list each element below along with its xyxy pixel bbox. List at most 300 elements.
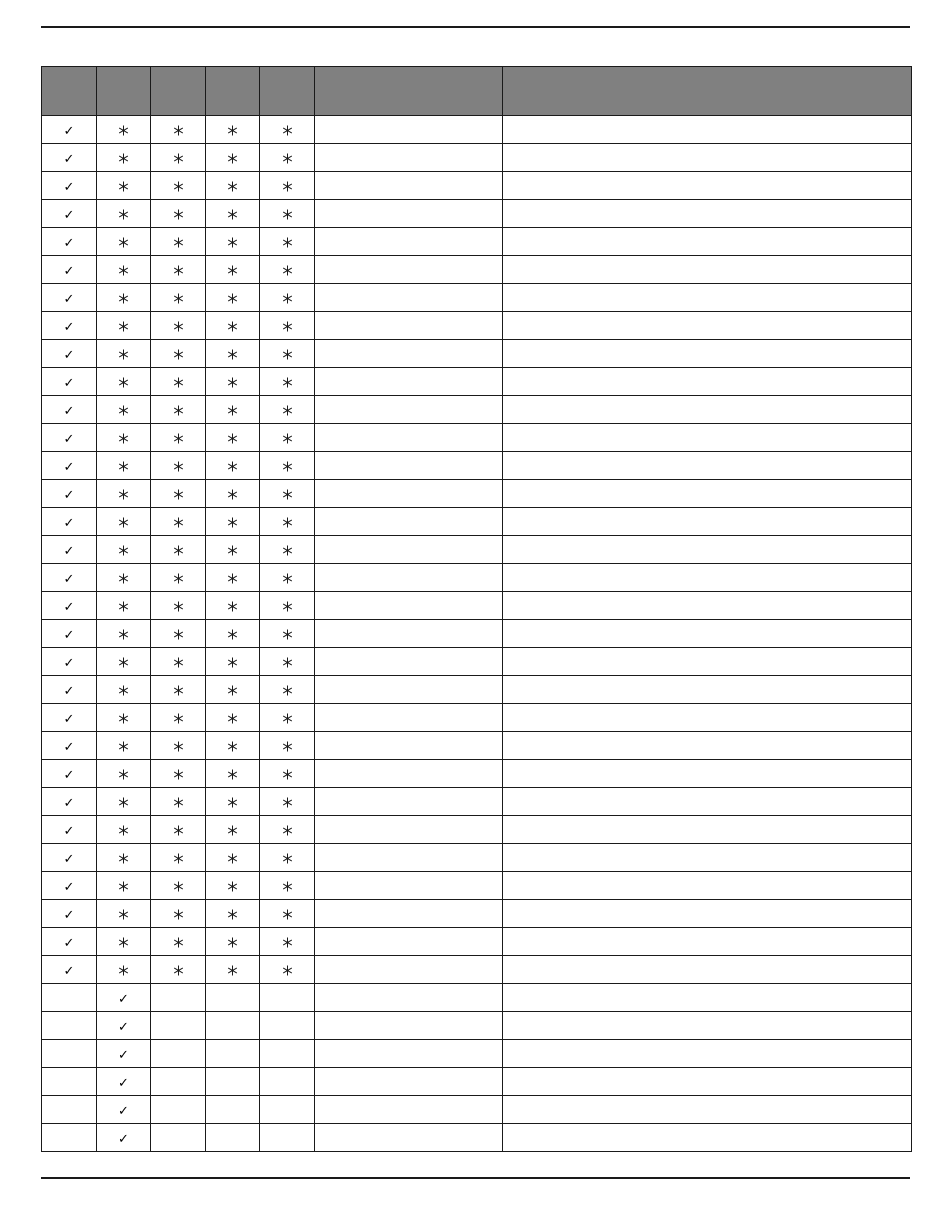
table-cell <box>97 424 151 452</box>
checkmark-icon: ✓ <box>63 852 75 867</box>
table-cell <box>315 788 503 816</box>
table-cell <box>503 312 912 340</box>
table-row <box>42 872 912 900</box>
asterisk-icon <box>118 680 129 699</box>
table-cell <box>42 396 97 424</box>
table-cell <box>206 1096 260 1124</box>
asterisk-icon <box>282 232 293 251</box>
table-cell <box>260 816 315 844</box>
table-cell <box>42 536 97 564</box>
table-cell <box>206 900 260 928</box>
asterisk-icon <box>173 568 184 587</box>
table-cell <box>503 704 912 732</box>
table-cell <box>503 760 912 788</box>
table-cell <box>206 368 260 396</box>
asterisk-icon <box>173 512 184 531</box>
asterisk-icon <box>282 652 293 671</box>
table-cell <box>503 928 912 956</box>
table-cell <box>260 116 315 144</box>
table-cell <box>151 872 206 900</box>
asterisk-icon <box>227 400 238 419</box>
table-cell <box>42 508 97 536</box>
asterisk-icon <box>282 204 293 223</box>
table-cell <box>206 228 260 256</box>
table-cell <box>151 116 206 144</box>
table-row <box>42 816 912 844</box>
asterisk-icon <box>227 624 238 643</box>
table-cell <box>260 452 315 480</box>
table-cell <box>260 1012 315 1040</box>
asterisk-icon <box>282 876 293 895</box>
table-cell <box>315 396 503 424</box>
asterisk-icon <box>118 288 129 307</box>
asterisk-icon <box>227 568 238 587</box>
asterisk-icon <box>227 596 238 615</box>
table-cell <box>315 844 503 872</box>
table-cell <box>97 116 151 144</box>
checkmark-icon: ✓ <box>63 936 75 951</box>
table-cell <box>206 200 260 228</box>
asterisk-icon <box>282 288 293 307</box>
checkmark-icon: ✓ <box>63 824 75 839</box>
checkmark-icon: ✓ <box>118 992 129 1007</box>
asterisk-icon <box>282 624 293 643</box>
table-cell <box>503 732 912 760</box>
table-row <box>42 620 912 648</box>
table-cell <box>206 1068 260 1096</box>
asterisk-icon <box>282 344 293 363</box>
table-cell <box>260 704 315 732</box>
table-cell <box>260 340 315 368</box>
table-cell <box>260 732 315 760</box>
asterisk-icon <box>227 484 238 503</box>
table-row <box>42 116 912 144</box>
checkmark-icon: ✓ <box>63 264 75 279</box>
table-cell <box>151 788 206 816</box>
table-cell <box>260 592 315 620</box>
table-cell <box>151 228 206 256</box>
table-cell <box>42 256 97 284</box>
asterisk-icon <box>282 680 293 699</box>
asterisk-icon <box>227 204 238 223</box>
table-cell <box>315 1068 503 1096</box>
header-cell-1 <box>42 67 97 116</box>
asterisk-icon <box>227 680 238 699</box>
table-cell <box>503 1124 912 1152</box>
asterisk-icon <box>282 456 293 475</box>
checkmark-icon: ✓ <box>63 124 75 139</box>
asterisk-icon <box>118 876 129 895</box>
table-cell <box>97 1096 151 1124</box>
asterisk-icon <box>227 120 238 139</box>
table-cell <box>503 256 912 284</box>
table-cell <box>97 788 151 816</box>
table-cell <box>503 620 912 648</box>
asterisk-icon <box>227 540 238 559</box>
asterisk-icon <box>173 932 184 951</box>
asterisk-icon <box>227 820 238 839</box>
asterisk-icon <box>118 400 129 419</box>
table-cell <box>206 760 260 788</box>
table-cell <box>97 256 151 284</box>
table-cell <box>503 480 912 508</box>
table-cell <box>206 732 260 760</box>
asterisk-icon <box>118 176 129 195</box>
header-cell-5 <box>260 67 315 116</box>
table-cell <box>151 1068 206 1096</box>
table-cell <box>315 732 503 760</box>
asterisk-icon <box>118 792 129 811</box>
table-cell <box>503 844 912 872</box>
table-row <box>42 172 912 200</box>
asterisk-icon <box>227 736 238 755</box>
asterisk-icon <box>173 876 184 895</box>
table-cell <box>151 928 206 956</box>
table-cell <box>97 816 151 844</box>
table-cell <box>97 228 151 256</box>
asterisk-icon <box>282 428 293 447</box>
asterisk-icon <box>173 232 184 251</box>
table-cell <box>42 1068 97 1096</box>
table-row <box>42 564 912 592</box>
table-cell <box>97 1040 151 1068</box>
asterisk-icon <box>282 176 293 195</box>
table-cell <box>260 956 315 984</box>
table-cell <box>97 312 151 340</box>
table-row <box>42 452 912 480</box>
table-cell <box>42 144 97 172</box>
table-cell <box>206 872 260 900</box>
table-row <box>42 1068 912 1096</box>
table-cell <box>503 228 912 256</box>
checkmark-icon: ✓ <box>118 1132 129 1147</box>
table-cell <box>151 1124 206 1152</box>
table-cell <box>503 872 912 900</box>
checkmark-icon: ✓ <box>63 404 75 419</box>
checkmark-icon: ✓ <box>63 908 75 923</box>
table-cell <box>151 284 206 312</box>
checkmark-icon: ✓ <box>63 880 75 895</box>
table-cell <box>315 592 503 620</box>
asterisk-icon <box>227 960 238 979</box>
table-cell <box>151 172 206 200</box>
table-cell <box>315 200 503 228</box>
asterisk-icon <box>282 904 293 923</box>
table-cell <box>315 872 503 900</box>
asterisk-icon <box>227 176 238 195</box>
asterisk-icon <box>118 344 129 363</box>
table-cell <box>42 424 97 452</box>
asterisk-icon <box>173 456 184 475</box>
asterisk-icon <box>173 736 184 755</box>
table-cell <box>260 648 315 676</box>
asterisk-icon <box>173 792 184 811</box>
asterisk-icon <box>118 372 129 391</box>
table-cell <box>315 256 503 284</box>
table-cell <box>206 592 260 620</box>
asterisk-icon <box>173 260 184 279</box>
asterisk-icon <box>282 316 293 335</box>
asterisk-icon <box>173 176 184 195</box>
table-cell <box>315 1124 503 1152</box>
table-row <box>42 788 912 816</box>
table-cell <box>315 116 503 144</box>
table-cell <box>260 564 315 592</box>
table-cell <box>151 424 206 452</box>
table-cell <box>260 1068 315 1096</box>
table-cell <box>42 116 97 144</box>
asterisk-icon <box>118 904 129 923</box>
table-cell <box>315 900 503 928</box>
top-rule <box>41 26 910 28</box>
asterisk-icon <box>173 372 184 391</box>
table-cell <box>315 508 503 536</box>
table-row <box>42 1012 912 1040</box>
table-cell <box>315 144 503 172</box>
asterisk-icon <box>173 204 184 223</box>
table-cell <box>315 340 503 368</box>
table-cell <box>260 396 315 424</box>
table-cell <box>97 928 151 956</box>
asterisk-icon <box>282 120 293 139</box>
table-cell <box>260 172 315 200</box>
table-cell <box>97 984 151 1012</box>
table-cell <box>503 1096 912 1124</box>
header-cell-4 <box>206 67 260 116</box>
table-cell <box>315 816 503 844</box>
asterisk-icon <box>227 148 238 167</box>
table-row <box>42 676 912 704</box>
asterisk-icon <box>282 372 293 391</box>
asterisk-icon <box>282 708 293 727</box>
asterisk-icon <box>282 764 293 783</box>
table-cell <box>206 508 260 536</box>
asterisk-icon <box>282 848 293 867</box>
table-cell <box>42 200 97 228</box>
table-cell <box>206 844 260 872</box>
checkmark-icon: ✓ <box>63 572 75 587</box>
asterisk-icon <box>282 792 293 811</box>
asterisk-icon <box>118 848 129 867</box>
table-cell <box>503 1040 912 1068</box>
asterisk-icon <box>227 848 238 867</box>
table-cell <box>42 900 97 928</box>
table-row <box>42 508 912 536</box>
table-row <box>42 480 912 508</box>
table-cell <box>503 172 912 200</box>
table-cell <box>42 340 97 368</box>
table-row <box>42 312 912 340</box>
table-cell <box>206 256 260 284</box>
asterisk-icon <box>227 372 238 391</box>
checkmark-icon: ✓ <box>63 488 75 503</box>
asterisk-icon <box>282 932 293 951</box>
table-cell <box>260 844 315 872</box>
asterisk-icon <box>282 540 293 559</box>
table-cell <box>42 648 97 676</box>
table-cell <box>315 368 503 396</box>
table-cell <box>206 144 260 172</box>
table-cell <box>503 144 912 172</box>
asterisk-icon <box>173 148 184 167</box>
table-cell <box>97 872 151 900</box>
table-cell <box>503 564 912 592</box>
table-cell <box>315 620 503 648</box>
table-body <box>42 116 912 1152</box>
table-cell <box>315 480 503 508</box>
table-cell <box>42 1096 97 1124</box>
table-cell <box>206 816 260 844</box>
table-cell <box>206 676 260 704</box>
asterisk-icon <box>227 512 238 531</box>
table-header <box>42 67 912 116</box>
table-row <box>42 928 912 956</box>
asterisk-icon <box>118 428 129 447</box>
table-cell <box>97 956 151 984</box>
table-cell <box>315 284 503 312</box>
table-cell <box>42 984 97 1012</box>
table-cell <box>42 1040 97 1068</box>
table-row <box>42 256 912 284</box>
asterisk-icon <box>118 316 129 335</box>
table-cell <box>503 788 912 816</box>
table-cell <box>503 508 912 536</box>
table-cell <box>503 200 912 228</box>
table-cell <box>151 1096 206 1124</box>
table-cell <box>97 592 151 620</box>
table-cell <box>97 284 151 312</box>
asterisk-icon <box>227 456 238 475</box>
checkmark-icon: ✓ <box>63 208 75 223</box>
asterisk-icon <box>227 904 238 923</box>
table-cell <box>97 452 151 480</box>
asterisk-icon <box>282 148 293 167</box>
asterisk-icon <box>118 820 129 839</box>
asterisk-icon <box>227 708 238 727</box>
table-cell <box>260 620 315 648</box>
asterisk-icon <box>173 400 184 419</box>
table-cell <box>315 956 503 984</box>
asterisk-icon <box>227 232 238 251</box>
asterisk-icon <box>227 652 238 671</box>
table-cell <box>151 900 206 928</box>
table-cell <box>503 284 912 312</box>
table-cell <box>260 312 315 340</box>
asterisk-icon <box>118 652 129 671</box>
table-cell <box>97 676 151 704</box>
asterisk-icon <box>118 708 129 727</box>
checkmark-icon: ✓ <box>118 1020 129 1035</box>
table-cell <box>315 536 503 564</box>
table-cell <box>151 984 206 1012</box>
asterisk-icon <box>227 932 238 951</box>
table-cell <box>206 424 260 452</box>
asterisk-icon <box>118 512 129 531</box>
table-cell <box>503 984 912 1012</box>
table-cell <box>260 1040 315 1068</box>
table-cell <box>97 620 151 648</box>
asterisk-icon <box>173 652 184 671</box>
table-cell <box>97 200 151 228</box>
table-cell <box>260 928 315 956</box>
table-cell <box>42 452 97 480</box>
table-cell <box>260 228 315 256</box>
checkmark-icon: ✓ <box>63 516 75 531</box>
asterisk-icon <box>118 204 129 223</box>
table-row <box>42 536 912 564</box>
table-row <box>42 284 912 312</box>
checkmark-icon: ✓ <box>63 656 75 671</box>
bottom-rule <box>41 1177 910 1179</box>
asterisk-icon <box>118 540 129 559</box>
asterisk-icon <box>173 708 184 727</box>
asterisk-icon <box>118 148 129 167</box>
table-cell <box>151 312 206 340</box>
table-cell <box>206 1040 260 1068</box>
asterisk-icon <box>227 428 238 447</box>
table-cell <box>97 732 151 760</box>
table-row <box>42 424 912 452</box>
table-cell <box>503 340 912 368</box>
table-cell <box>151 480 206 508</box>
table-cell <box>260 144 315 172</box>
table-cell <box>42 564 97 592</box>
table-cell <box>260 676 315 704</box>
asterisk-icon <box>118 260 129 279</box>
asterisk-icon <box>118 764 129 783</box>
table-cell <box>503 816 912 844</box>
table-cell <box>260 480 315 508</box>
table-cell <box>97 1012 151 1040</box>
asterisk-icon <box>227 344 238 363</box>
table-cell <box>260 984 315 1012</box>
asterisk-icon <box>173 624 184 643</box>
table-cell <box>151 340 206 368</box>
asterisk-icon <box>118 232 129 251</box>
asterisk-icon <box>118 596 129 615</box>
asterisk-icon <box>282 260 293 279</box>
table-cell <box>260 760 315 788</box>
checkmark-icon: ✓ <box>63 292 75 307</box>
checkmark-icon: ✓ <box>63 236 75 251</box>
table-cell <box>503 592 912 620</box>
table-cell <box>315 704 503 732</box>
table-row <box>42 760 912 788</box>
table-cell <box>206 928 260 956</box>
table-row <box>42 900 912 928</box>
asterisk-icon <box>173 848 184 867</box>
table-cell <box>151 592 206 620</box>
header-cell-7 <box>503 67 912 116</box>
table-cell <box>97 900 151 928</box>
header-cell-2 <box>97 67 151 116</box>
asterisk-icon <box>118 456 129 475</box>
table-cell <box>97 648 151 676</box>
table-cell <box>206 564 260 592</box>
table-cell <box>42 284 97 312</box>
table-row <box>42 592 912 620</box>
table-cell <box>42 620 97 648</box>
table-cell <box>206 648 260 676</box>
table-cell <box>151 452 206 480</box>
table-cell <box>97 844 151 872</box>
table-cell <box>151 648 206 676</box>
table-cell <box>260 1096 315 1124</box>
table-cell <box>503 424 912 452</box>
table-cell <box>151 256 206 284</box>
checkmark-icon: ✓ <box>63 796 75 811</box>
table-cell <box>503 648 912 676</box>
